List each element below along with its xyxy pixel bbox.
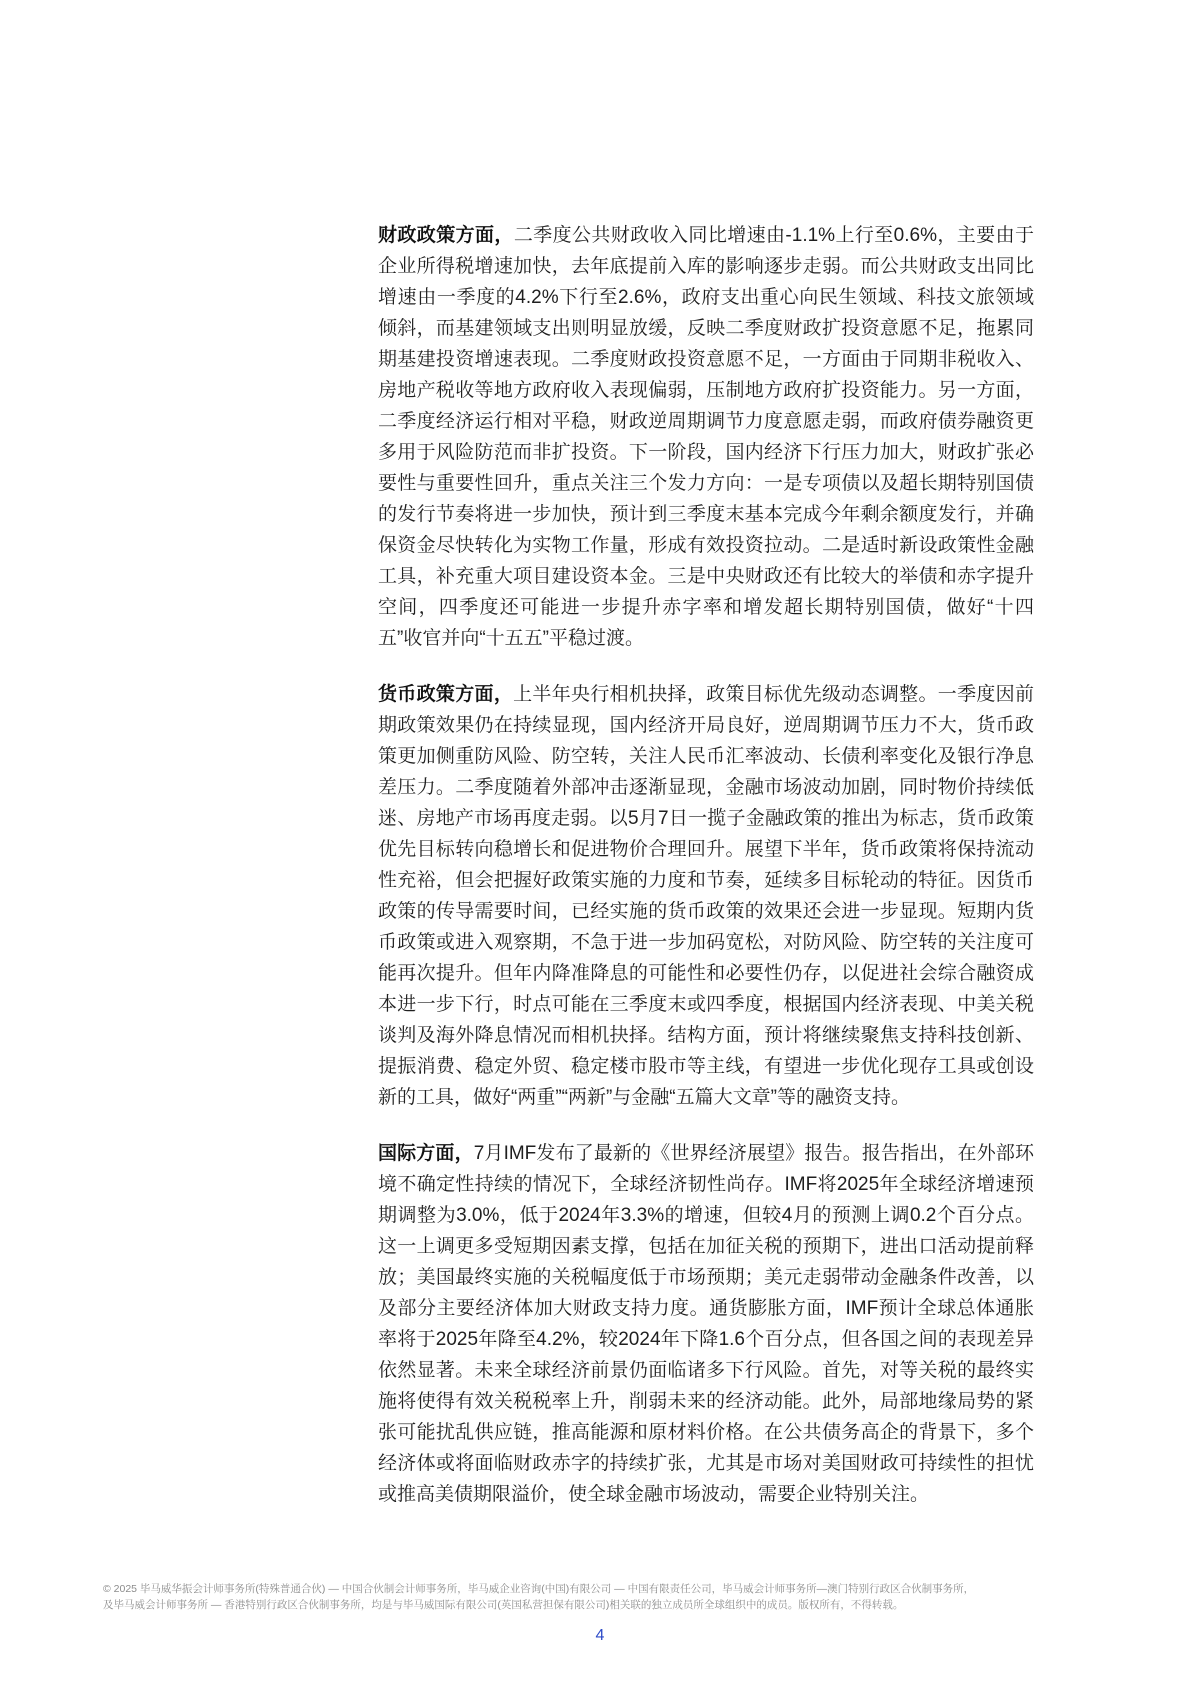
paragraph-international bbox=[378, 1138, 1034, 1510]
paragraph-monetary-policy-lead: 货币政策方面， bbox=[378, 684, 514, 705]
legal-footer-line2: 及毕马威会计师事务所 — 香港特别行政区合伙制事务所，均是与毕马威国际有限公司(英国私营担保有限公司)相关联的独立成员所全球组织中的成员。版权所有，不得转载。 bbox=[103, 1599, 904, 1611]
content-column bbox=[378, 220, 1034, 1535]
page-number: 4 bbox=[595, 1627, 605, 1644]
legal-footer-line1: © 2025 毕马威华振会计师事务所(特殊普通合伙) — 中国合伙制会计师事务所，毕马威企业咨询(中国)有限公司 — 中国有限责任公司，毕马威会计师事务所—澳门特别行政区合伙制事务所， bbox=[103, 1583, 975, 1595]
paragraph-monetary-policy bbox=[378, 679, 1034, 1113]
paragraph-international-lead: 国际方面， bbox=[378, 1143, 474, 1164]
paragraph-monetary-policy-body: 上半年央行相机抉择，政策目标优先级动态调整。一季度因前期政策效果仍在持续显现，国内经济开局良好，逆周期调节压力不大，货币政策更加侧重防风险、防空转，关注人民币汇率波动、长债利率变化及银行净息差压力。二季度随着外部冲击逐渐显现，金融市场波动加剧，同时物价持续低迷、房地产市场再度走弱。以5月7日一揽子金融政策的推出为标志，货币政策优先目标转向稳增长和促进物价合理回升。展望下半年，货币政策将保持流动性充裕，但会把握好政策实施的力度和节奏，延续多目标轮动的特征。因货币政策的传导需要时间，已经实施的货币政策的效果还会进一步显现。短期内货币政策或进入观察期，不急于进一步加码宽松，对防风险、防空转的关注度可能再次提升。但年内降准降息的可能性和必要性仍存，以促进社会综合融资成本进一步下行，时点可能在三季度末或四季度，根据国内经济表现、中美关税谈判及海外降息情况而相机抉择。结构方面，预计将继续聚焦支持科技创新、提振消费、稳定外贸、稳定楼市股市等主线，有望进一步优化现存工具或创设新的工具，做好“两重”“两新”与金融“五篇大文章”等的融资支持。 bbox=[378, 684, 1034, 1108]
paragraph-fiscal-policy-body: 二季度公共财政收入同比增速由-1.1%上行至0.6%，主要由于企业所得税增速加快，去年底提前入库的影响逐步走弱。而公共财政支出同比增速由一季度的4.2%下行至2.6%，政府支出重心向民生领域、科技文旅领域倾斜，而基建领域支出则明显放缓，反映二季度财政扩投资意愿不足，拖累同期基建投资增速表现。二季度财政投资意愿不足，一方面由于同期非税收入、房地产税收等地方政府收入表现偏弱，压制地方政府扩投资能力。另一方面，二季度经济运行相对平稳，财政逆周期调节力度意愿走弱，而政府债券融资更多用于风险防范而非扩投资。下一阶段，国内经济下行压力加大，财政扩张必要性与重要性回升，重点关注三个发力方向：一是专项债以及超长期特别国债的发行节奏将进一步加快，预计到三季度末基本完成今年剩余额度发行，并确保资金尽快转化为实物工作量，形成有效投资拉动。二是适时新设政策性金融工具，补充重大项目建设资本金。三是中央财政还有比较大的举债和赤字提升空间，四季度还可能进一步提升赤字率和增发超长期特别国债，做好“十四五”收官并向“十五五”平稳过渡。 bbox=[378, 225, 1034, 649]
legal-footer bbox=[103, 1581, 1038, 1613]
paragraph-fiscal-policy-lead: 财政政策方面， bbox=[378, 225, 514, 246]
paragraph-fiscal-policy bbox=[378, 220, 1034, 654]
paragraph-international-body: 7月IMF发布了最新的《世界经济展望》报告。报告指出，在外部环境不确定性持续的情况下，全球经济韧性尚存。IMF将2025年全球经济增速预期调整为3.0%，低于2024年3.3%的增速，但较4月的预测上调0.2个百分点。这一上调更多受短期因素支撑，包括在加征关税的预期下，进出口活动提前释放；美国最终实施的关税幅度低于市场预期；美元走弱带动金融条件改善，以及部分主要经济体加大财政支持力度。通货膨胀方面，IMF预计全球总体通胀率将于2025年降至4.2%，较2024年下降1.6个百分点，但各国之间的表现差异依然显著。未来全球经济前景仍面临诸多下行风险。首先，对等关税的最终实施将使得有效关税税率上升，削弱未来的经济动能。此外，局部地缘局势的紧张可能扰乱供应链，推高能源和原材料价格。在公共债务高企的背景下，多个经济体或将面临财政赤字的持续扩张，尤其是市场对美国财政可持续性的担忧或推高美债期限溢价，使全球金融市场波动，需要企业特别关注。 bbox=[378, 1143, 1034, 1505]
